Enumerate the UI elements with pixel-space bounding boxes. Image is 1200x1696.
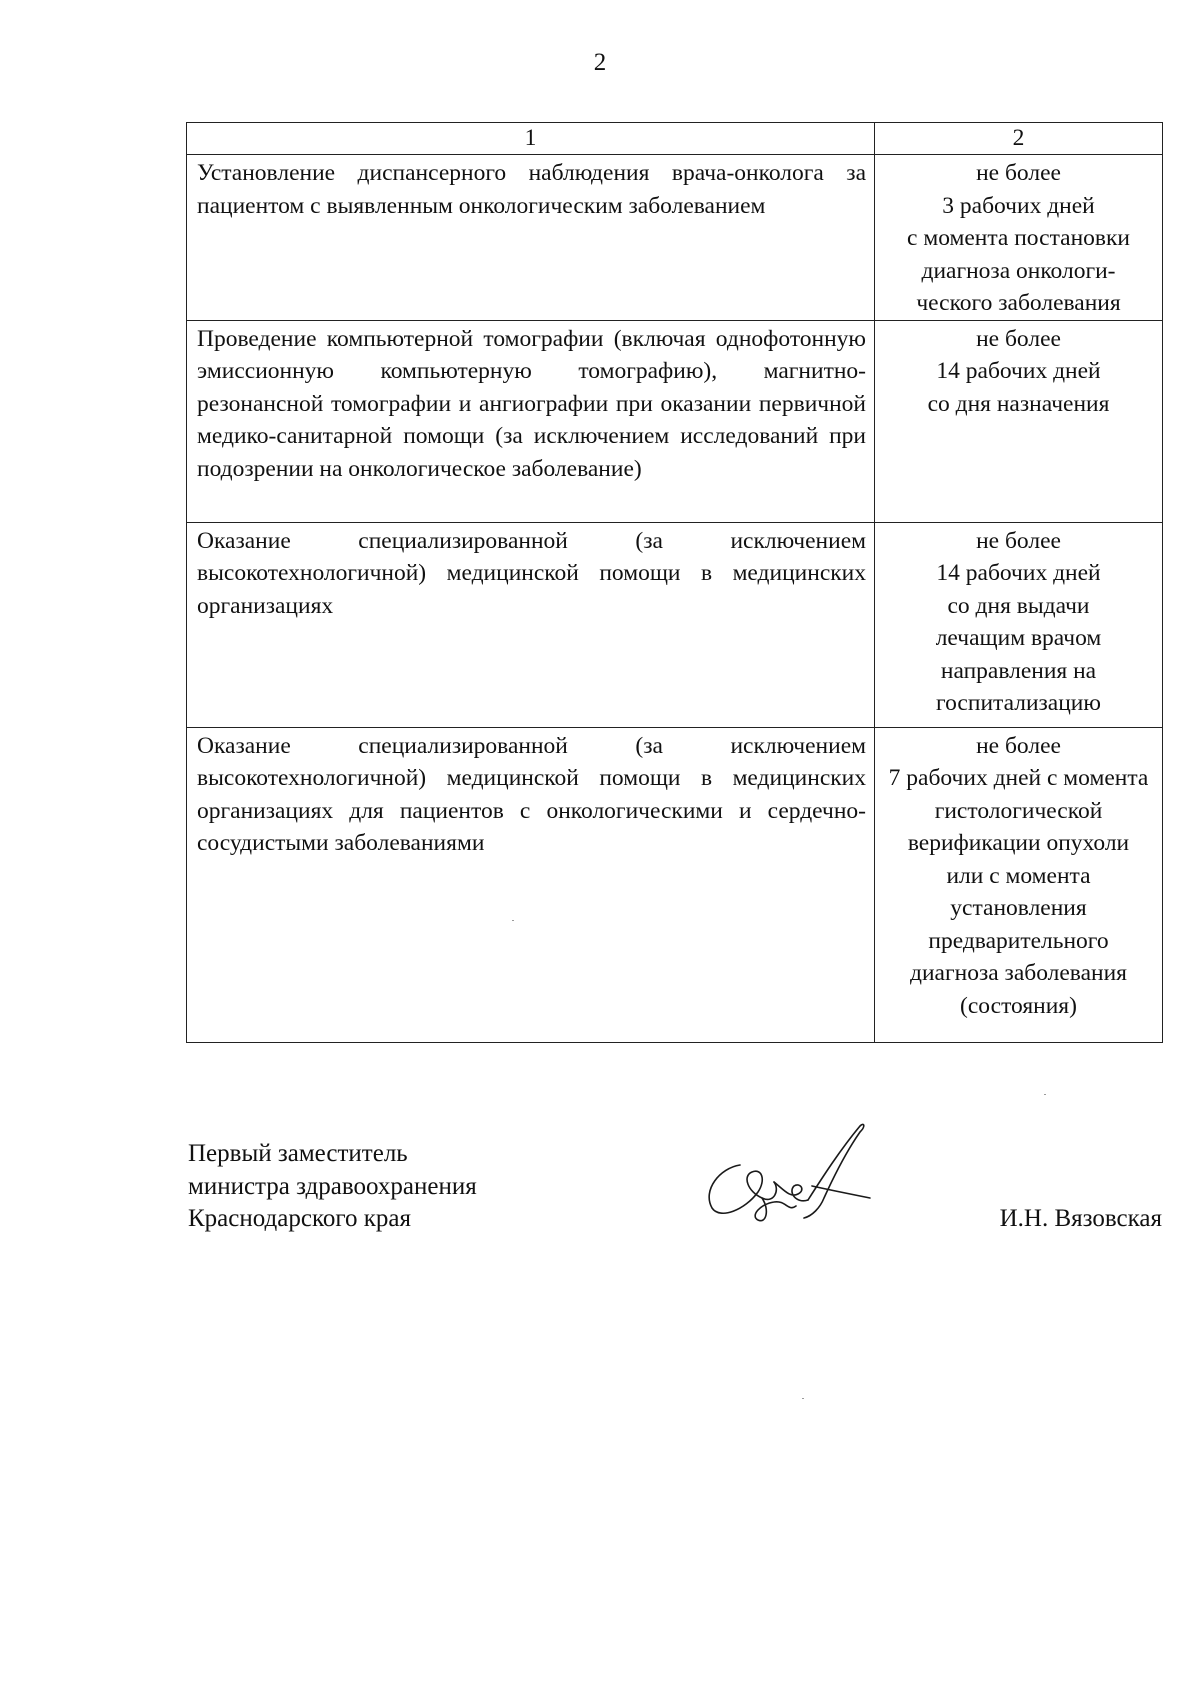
deadline-line: не более bbox=[976, 325, 1061, 352]
deadline-line: 3 рабочих дней bbox=[942, 192, 1095, 219]
deadline-line: госпитализацию bbox=[936, 690, 1101, 716]
deadline-line: установления bbox=[950, 895, 1087, 921]
table-row bbox=[187, 320, 1163, 522]
service-deadline bbox=[875, 320, 1163, 522]
signer-position bbox=[188, 1138, 477, 1236]
handwritten-signature bbox=[700, 1120, 880, 1230]
scan-speck bbox=[512, 920, 514, 921]
deadline-line: направления на bbox=[940, 657, 1097, 684]
service-description: Оказание специализированной (за исключением высокотехнологичной) медицинской помощи в медицинских организациях bbox=[187, 522, 875, 727]
scan-speck bbox=[802, 1398, 804, 1399]
service-deadline bbox=[875, 522, 1163, 727]
table-header-col-2: 2 bbox=[875, 123, 1163, 155]
deadlines-table bbox=[186, 122, 1163, 1043]
service-description: Проведение компьютерной томографии (включая однофотонную эмиссионную компьютерную томографию), магнитно-резонансной томографии и ангиографии при оказании первичной медико-санитарной помощи (за исключением исследований при подозрении на онкологическое заболевание) bbox=[187, 320, 875, 522]
deadline-line: не более bbox=[976, 160, 1061, 186]
deadline-line: лечащим врачом bbox=[935, 625, 1102, 651]
deadline-line: не более bbox=[976, 527, 1061, 554]
deadline-line: 7 рабочих дней с момента bbox=[888, 765, 1149, 791]
deadline-line: диагноза заболевания bbox=[910, 960, 1127, 986]
table-row bbox=[187, 727, 1163, 1042]
table-header-row bbox=[187, 123, 1163, 155]
deadline-line: 14 рабочих дней bbox=[936, 358, 1101, 384]
deadline-line: верификации опухоли bbox=[907, 830, 1130, 856]
deadline-line: со дня выдачи bbox=[947, 592, 1090, 619]
deadline-line: со дня назначения bbox=[927, 390, 1110, 417]
service-deadline bbox=[875, 727, 1163, 1042]
service-deadline bbox=[875, 155, 1163, 321]
signer-name: И.Н. Вязовская bbox=[999, 1205, 1162, 1232]
table-row bbox=[187, 155, 1163, 321]
service-description: Установление диспансерного наблюдения врача-онколога за пациентом с выявленным онкологическим заболеванием bbox=[187, 155, 875, 321]
scan-speck bbox=[1044, 1094, 1046, 1095]
table-row bbox=[187, 522, 1163, 727]
deadline-line: предварительного bbox=[928, 927, 1109, 954]
deadline-line: с момента постановки bbox=[907, 225, 1130, 251]
signer-position-line: министра здравоохранения bbox=[188, 1172, 477, 1200]
deadline-line: диагноза онкологи- bbox=[921, 257, 1116, 284]
deadline-line: не более bbox=[976, 732, 1061, 759]
deadline-line: ческого заболевания bbox=[916, 290, 1121, 316]
deadline-line: гистологической bbox=[934, 797, 1103, 824]
deadline-line: или с момента bbox=[946, 862, 1091, 889]
table-header-col-1: 1 bbox=[187, 123, 875, 155]
page-number: 2 bbox=[593, 49, 607, 76]
deadline-line: (состояния) bbox=[960, 992, 1077, 1019]
service-description: Оказание специализированной (за исключением высокотехнологичной) медицинской помощи в медицинских организациях для пациентов с онкологическими и сердечно-сосудистыми заболеваниями bbox=[187, 727, 875, 1042]
signer-position-line: Краснодарского края bbox=[188, 1205, 411, 1232]
signer-position-line: Первый заместитель bbox=[188, 1140, 408, 1167]
deadline-line: 14 рабочих дней bbox=[936, 560, 1101, 586]
